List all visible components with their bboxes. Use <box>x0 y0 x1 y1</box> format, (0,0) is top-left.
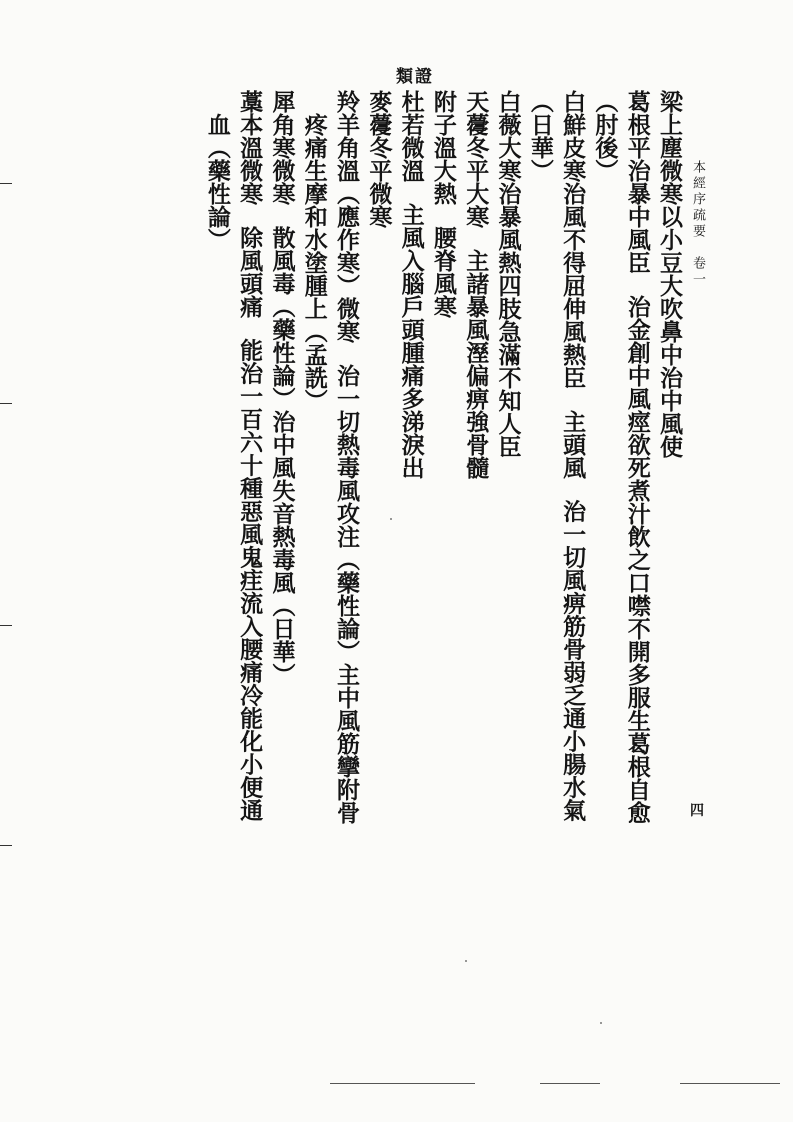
text-segment: 治一切風痹筋骨弱乏通小腸水氣 <box>559 499 587 822</box>
text-segment: 白薇大寒治暴風熱四肢急滿不知人臣 <box>494 90 522 458</box>
text-segment: 主風入腦戶頭腫痛多涕淚出 <box>397 202 425 479</box>
text-segment: （日華） <box>526 90 554 182</box>
text-column <box>588 90 620 1025</box>
text-segment: 麥蘉冬平微寒 <box>365 90 393 228</box>
text-segment: 血（藥性論） <box>203 90 231 251</box>
gutter-mark: 類證 <box>396 67 434 87</box>
text-column <box>201 90 233 1025</box>
text-column <box>265 90 297 1025</box>
text-column <box>233 90 265 1025</box>
page-number: 四 <box>690 803 704 819</box>
text-segment: 主頭風 <box>559 409 587 479</box>
text-column <box>556 90 588 1025</box>
scan-edge-mark <box>0 845 12 846</box>
scan-speck <box>390 518 392 520</box>
text-segment: 治一切熱毒風攻注（藥性論）主中風筋攣附骨 <box>333 363 361 824</box>
scan-edge-mark <box>0 183 12 184</box>
text-segment: 除風頭痛 <box>236 225 264 318</box>
text-column <box>297 90 329 1025</box>
text-segment: 藁本溫微寒 <box>236 90 264 205</box>
text-column <box>620 90 652 1025</box>
bottom-rule-middle <box>540 1083 600 1084</box>
text-segment: 白鮮皮寒治風不得屈伸風熱臣 <box>559 90 587 389</box>
text-segment: 治金創中風痙欲死煮汁飲之口噤不開多服生葛根自愈 <box>623 294 651 824</box>
text-segment: 散風毒（藥性論）治中風失音熱毒風（日華） <box>268 225 296 686</box>
bottom-rule-left <box>330 1083 475 1084</box>
text-column <box>394 90 426 1025</box>
text-segment: 梁上塵微寒以小豆大吹鼻中治中風使 <box>656 90 683 458</box>
text-segment: 杜若微溫 <box>397 90 425 182</box>
text-column <box>524 90 556 1025</box>
text-segment: 主諸暴風溼偏痹強骨髓 <box>462 248 490 479</box>
text-column <box>491 90 523 1025</box>
text-segment: 葛根平治暴中風臣 <box>623 90 651 274</box>
running-head: 本經序疏要 卷一 <box>690 160 705 288</box>
text-segment: 疼痛生摩和水塗腫上（孟詵） <box>300 90 328 412</box>
scan-edge-mark <box>0 403 12 404</box>
text-segment: 羚羊角溫（應作寒）微寒 <box>333 90 361 343</box>
scan-speck <box>600 1022 602 1024</box>
text-segment: 腰脊風寒 <box>429 225 457 318</box>
scan-edge-mark <box>0 625 12 626</box>
text-column <box>653 90 685 1025</box>
text-segment: 犀角寒微寒 <box>268 90 296 205</box>
text-column <box>362 90 394 1025</box>
bottom-rule-right <box>680 1083 780 1084</box>
scan-speck <box>465 960 467 962</box>
text-column <box>427 90 459 1025</box>
text-body <box>60 90 685 1025</box>
text-column <box>330 90 362 1025</box>
text-segment: 能治一百六十種惡風鬼疰流入腰痛冷能化小便通 <box>236 338 264 822</box>
text-segment: （肘後） <box>591 90 619 182</box>
text-segment: 附子溫大熱 <box>429 90 457 205</box>
text-segment: 天蘉冬平大寒 <box>462 90 490 228</box>
text-column <box>459 90 491 1025</box>
